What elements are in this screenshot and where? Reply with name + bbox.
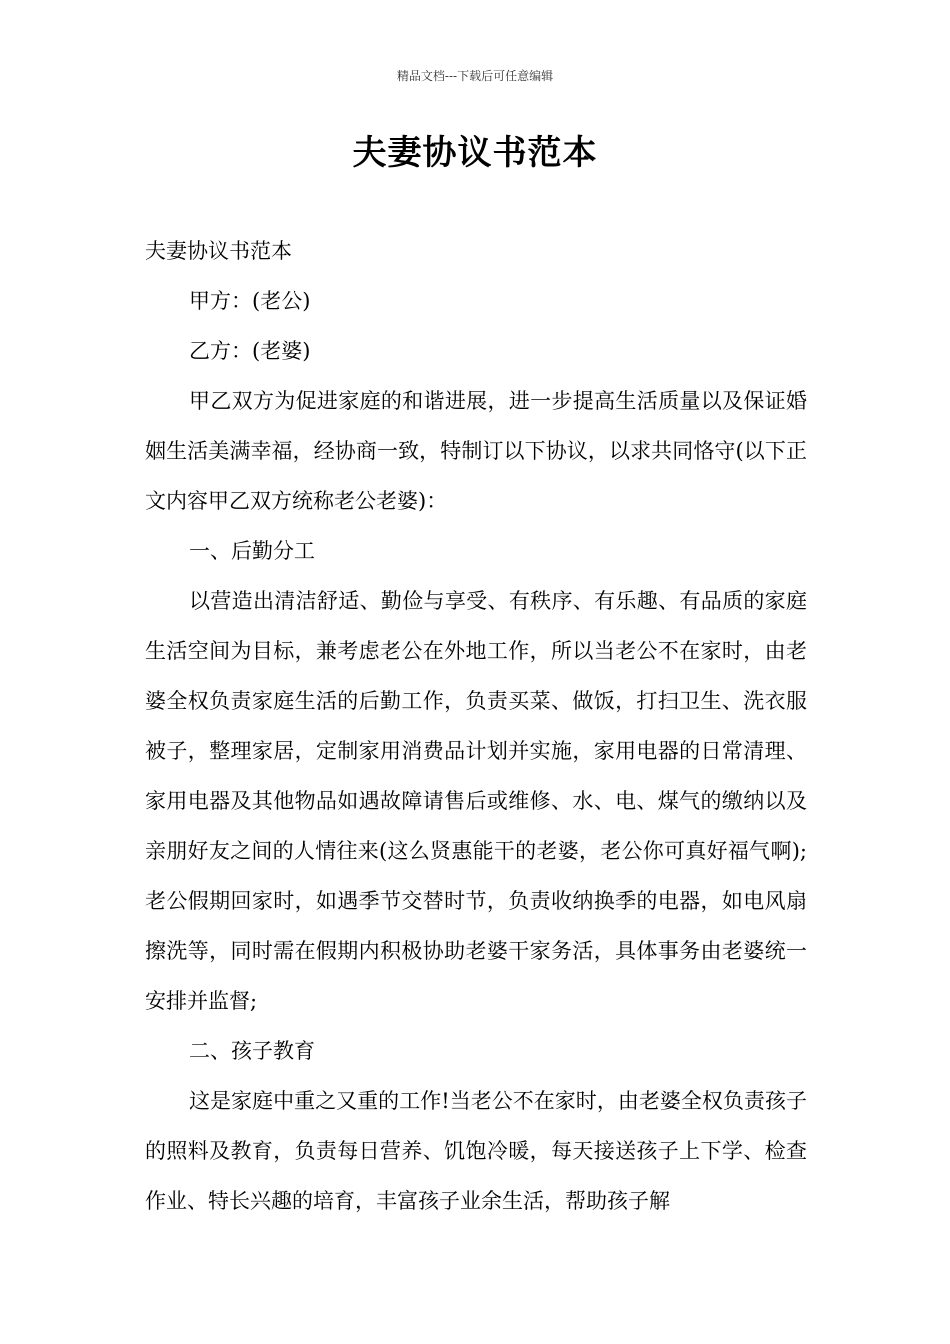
- document-body: [145, 226, 807, 1226]
- section-heading: 二、孩子教育: [189, 1039, 315, 1063]
- paragraph: 夫妻协议书范本: [145, 239, 292, 263]
- party-a-line: 甲方：(老公): [189, 289, 311, 313]
- paragraph: 这是家庭中重之又重的工作!当老公不在家时，由老婆全权负责孩子的照料及教育，负责每日营养、饥饱冷暖，每天接送孩子上下学、检查作业、特长兴趣的培育，丰富孩子业余生活，帮助孩子解: [145, 1089, 807, 1213]
- party-b-line: 乙方：(老婆): [189, 339, 311, 363]
- paragraph: 以营造出清洁舒适、勤俭与享受、有秩序、有乐趣、有品质的家庭生活空间为目标，兼考虑老公在外地工作，所以当老公不在家时，由老婆全权负责家庭生活的后勤工作，负责买菜、做饭，打扫卫生、洗衣服被子，整理家居，定制家用消费品计划并实施，家用电器的日常清理、家用电器及其他物品如遇故障请售后或维修、水、电、煤气的缴纳以及亲朋好友之间的人情往来(这么贤惠能干的老婆，老公你可真好福气啊);老公假期回家时，如遇季节交替时节，负责收纳换季的电器，如电风扇擦洗等，同时需在假期内积极协助老婆干家务活，具体事务由老婆统一安排并监督;: [145, 589, 807, 1013]
- header-note: 精品文档---下载后可任意编辑: [396, 69, 554, 83]
- section-heading: 一、后勤分工: [189, 539, 315, 563]
- document-title: 夫妻协议书范本: [352, 133, 598, 173]
- paragraph: 甲乙双方为促进家庭的和谐进展，进一步提高生活质量以及保证婚姻生活美满幸福，经协商一致，特制订以下协议，以求共同恪守(以下正文内容甲乙双方统称老公老婆)：: [145, 389, 807, 513]
